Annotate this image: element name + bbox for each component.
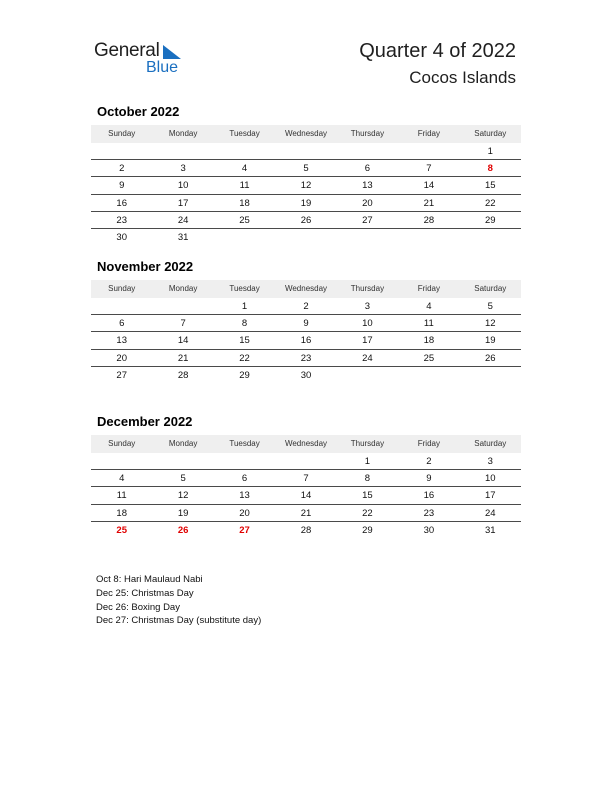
- day-cell: 18: [116, 507, 127, 519]
- day-cell: 31: [484, 524, 496, 536]
- day-cell: [275, 229, 336, 246]
- weekday-header-row: [91, 125, 521, 143]
- weekday-label: Thursday: [350, 129, 385, 138]
- day-cell: 24: [362, 352, 373, 364]
- day-cell: [275, 143, 336, 160]
- day-cell: [398, 143, 459, 160]
- day-cell: 29: [239, 369, 250, 381]
- weekday-label: Saturday: [474, 439, 507, 448]
- day-cell: 23: [300, 352, 312, 364]
- day-cell: 3: [180, 163, 186, 175]
- day-cell: 14: [177, 335, 189, 347]
- day-cell: [91, 298, 152, 315]
- weekday-label: Friday: [417, 284, 440, 293]
- day-cell: 30: [300, 369, 312, 381]
- day-cell: 2: [119, 163, 125, 175]
- day-cell: 25: [116, 524, 127, 536]
- day-cell: [460, 229, 521, 246]
- page-subtitle: Cocos Islands: [409, 68, 516, 87]
- day-cell: 29: [362, 524, 373, 536]
- day-cell: 28: [423, 214, 435, 226]
- day-cell: 19: [300, 197, 312, 209]
- weekday-label: Saturday: [474, 284, 507, 293]
- month-title: December 2022: [97, 414, 193, 429]
- week-row: [91, 160, 521, 177]
- holiday-note: Dec 26: Boxing Day: [96, 601, 180, 613]
- day-cell: 3: [487, 456, 493, 467]
- day-cell: 5: [180, 473, 186, 485]
- holiday-note: Dec 25: Christmas Day: [96, 587, 194, 599]
- day-cell: 31: [177, 231, 189, 243]
- month-title: November 2022: [97, 259, 194, 274]
- month-november: [91, 259, 521, 384]
- day-cell: 9: [426, 473, 432, 485]
- day-cell: 18: [423, 335, 435, 347]
- day-cell: 16: [300, 335, 312, 347]
- day-cell: 3: [364, 301, 371, 312]
- day-cell: [398, 367, 459, 384]
- day-cell: 21: [300, 507, 312, 519]
- week-row: [91, 143, 521, 160]
- day-cell: 27: [116, 369, 127, 381]
- week-row: [91, 505, 521, 522]
- weekday-label: Saturday: [474, 129, 507, 138]
- week-row: [91, 229, 521, 246]
- holiday-note: Dec 27: Christmas Day (substitute day): [96, 615, 262, 627]
- weekday-label: Sunday: [108, 129, 136, 138]
- week-row: [91, 522, 521, 539]
- day-cell: [214, 453, 275, 470]
- day-cell: [337, 229, 398, 246]
- weekday-label: Friday: [417, 439, 440, 448]
- weekday-label: Tuesday: [229, 129, 260, 138]
- week-row: [91, 350, 521, 367]
- day-cell: 17: [362, 335, 373, 347]
- day-cell: 5: [487, 301, 493, 312]
- weekday-label: Thursday: [350, 439, 385, 448]
- day-cell: 19: [484, 335, 496, 347]
- week-row: [91, 453, 521, 470]
- day-cell: 10: [484, 473, 496, 485]
- day-cell: 29: [484, 214, 496, 226]
- day-cell: 12: [177, 490, 189, 502]
- day-cell: 8: [487, 163, 493, 175]
- day-cell: 19: [177, 507, 189, 519]
- week-row: [91, 470, 521, 487]
- day-cell: 12: [484, 318, 496, 330]
- day-cell: 25: [239, 214, 250, 226]
- day-cell: 6: [119, 318, 125, 330]
- day-cell: [152, 298, 213, 315]
- day-cell: 5: [303, 163, 309, 175]
- day-cell: 4: [241, 163, 248, 175]
- day-cell: 15: [239, 335, 250, 347]
- day-cell: 6: [364, 163, 371, 175]
- day-cell: 7: [303, 473, 309, 485]
- month-october: [91, 104, 521, 246]
- day-cell: [337, 367, 398, 384]
- logo-word-blue: Blue: [146, 59, 179, 76]
- day-cell: 9: [303, 318, 309, 330]
- week-row: [91, 332, 521, 349]
- day-cell: 26: [300, 214, 312, 226]
- day-cell: 23: [116, 214, 127, 226]
- day-cell: 9: [119, 180, 125, 192]
- weekday-label: Monday: [168, 439, 198, 448]
- week-row: [91, 367, 521, 384]
- day-cell: 16: [116, 197, 127, 209]
- month-december: [91, 414, 521, 539]
- day-cell: 26: [177, 524, 189, 536]
- weekday-label: Tuesday: [229, 439, 260, 448]
- day-cell: 18: [239, 197, 250, 209]
- brand-logo: [94, 40, 194, 80]
- day-cell: 13: [116, 335, 127, 347]
- holiday-note: Oct 8: Hari Maulaud Nabi: [96, 574, 203, 585]
- day-cell: 1: [487, 146, 493, 157]
- day-cell: [337, 143, 398, 160]
- day-cell: 27: [362, 214, 373, 226]
- day-cell: 22: [362, 507, 373, 519]
- day-cell: 20: [239, 507, 250, 519]
- day-cell: 11: [116, 490, 127, 502]
- day-cell: 25: [423, 352, 435, 364]
- day-cell: 15: [362, 490, 373, 502]
- day-cell: 20: [116, 352, 127, 364]
- page-title: Quarter 4 of 2022: [359, 40, 516, 62]
- weekday-label: Wednesday: [284, 129, 328, 138]
- day-cell: 30: [423, 524, 435, 536]
- week-row: [91, 298, 521, 315]
- day-cell: [460, 367, 521, 384]
- day-cell: 16: [423, 490, 435, 502]
- day-cell: 22: [484, 197, 496, 209]
- day-cell: 15: [484, 180, 496, 192]
- day-cell: [398, 229, 459, 246]
- weekday-label: Wednesday: [284, 284, 328, 293]
- day-cell: 13: [239, 490, 250, 502]
- day-cell: 10: [362, 318, 373, 330]
- day-cell: 21: [423, 197, 435, 209]
- day-cell: 20: [362, 197, 373, 209]
- week-row: [91, 195, 521, 212]
- day-cell: 27: [239, 524, 250, 536]
- week-row: [91, 212, 521, 229]
- logo-word-general: General: [94, 40, 160, 61]
- week-row: [91, 177, 521, 194]
- day-cell: 26: [484, 352, 496, 364]
- day-cell: 2: [426, 456, 432, 467]
- weekday-header-row: [91, 435, 521, 453]
- day-cell: 12: [300, 180, 312, 192]
- day-cell: 11: [423, 318, 434, 330]
- day-cell: 4: [426, 301, 432, 312]
- weekday-label: Wednesday: [284, 439, 328, 448]
- week-row: [91, 315, 521, 332]
- day-cell: 4: [119, 473, 125, 485]
- day-cell: 30: [116, 231, 127, 243]
- day-cell: 14: [300, 490, 312, 502]
- week-row: [91, 487, 521, 504]
- weekday-header-row: [91, 280, 521, 298]
- day-cell: 7: [426, 163, 432, 175]
- holiday-notes: [96, 573, 261, 628]
- day-cell: 6: [241, 473, 248, 485]
- day-cell: 21: [177, 352, 189, 364]
- day-cell: 10: [177, 180, 189, 192]
- weekday-label: Tuesday: [229, 284, 260, 293]
- day-cell: 7: [180, 318, 186, 330]
- weekday-label: Friday: [417, 129, 440, 138]
- day-cell: [152, 453, 213, 470]
- day-cell: [91, 143, 152, 160]
- weekday-label: Sunday: [108, 284, 136, 293]
- day-cell: 13: [362, 180, 373, 192]
- day-cell: 24: [177, 214, 189, 226]
- day-cell: 1: [241, 301, 248, 312]
- weekday-label: Sunday: [108, 439, 136, 448]
- weekday-label: Monday: [168, 284, 198, 293]
- day-cell: 22: [239, 352, 250, 364]
- day-cell: [214, 229, 275, 246]
- day-cell: 8: [364, 473, 371, 485]
- day-cell: 8: [241, 318, 248, 330]
- day-cell: 14: [423, 180, 435, 192]
- day-cell: [214, 143, 275, 160]
- day-cell: 2: [303, 301, 309, 312]
- day-cell: 11: [239, 180, 250, 192]
- day-cell: 23: [423, 507, 435, 519]
- day-cell: [91, 453, 152, 470]
- day-cell: 28: [177, 369, 189, 381]
- weekday-label: Thursday: [350, 284, 385, 293]
- month-title: October 2022: [97, 104, 180, 119]
- day-cell: 28: [300, 524, 312, 536]
- day-cell: [275, 453, 336, 470]
- weekday-label: Monday: [168, 129, 198, 138]
- day-cell: 24: [484, 507, 496, 519]
- title-block: [359, 38, 516, 90]
- day-cell: 1: [364, 456, 371, 467]
- day-cell: 17: [177, 197, 189, 209]
- day-cell: [152, 143, 213, 160]
- day-cell: 17: [484, 490, 496, 502]
